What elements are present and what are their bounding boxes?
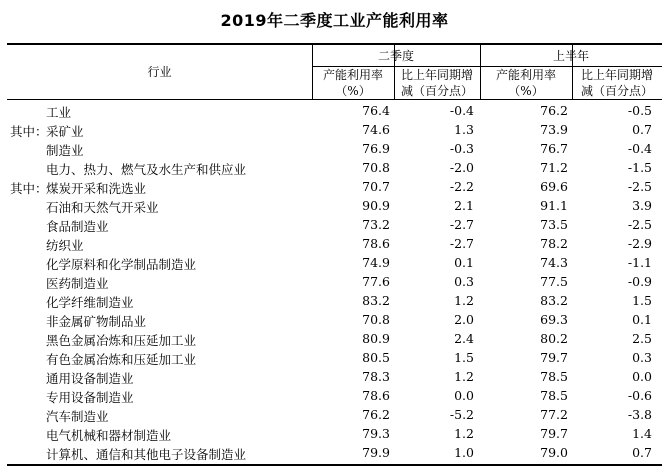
q2-rate-cell: 78.6 — [362, 388, 390, 403]
q2-change-cell: -0.4 — [449, 103, 474, 118]
industry-label — [10, 198, 159, 216]
h1-rate-cell: 79.7 — [540, 350, 568, 365]
industry-name: 工业 — [46, 105, 72, 120]
q2-rate-cell: 70.8 — [362, 160, 390, 175]
q2-change-cell: 1.0 — [454, 445, 474, 460]
q2-rate-cell: 70.8 — [362, 312, 390, 327]
industry-header: 行业 — [147, 65, 172, 79]
q2-rate-cell: 83.2 — [362, 293, 390, 308]
table-row — [0, 196, 669, 215]
industry-name: 通用设备制造业 — [46, 371, 134, 386]
q2-change-cell: 1.2 — [454, 426, 474, 441]
header-bottom-rule — [7, 99, 662, 100]
q2-change-cell: 1.3 — [454, 122, 474, 137]
h1-change-cell: -0.5 — [627, 103, 652, 118]
h1-change-cell: 0.1 — [632, 312, 652, 327]
q2-change-cell: 0.3 — [454, 274, 474, 289]
table-row — [0, 139, 669, 158]
industry-name: 采矿业 — [46, 124, 84, 139]
q2-rate-cell: 73.2 — [362, 217, 390, 232]
industry-label — [10, 293, 134, 311]
q2-rate-cell: 74.9 — [362, 255, 390, 270]
q2-change-cell: -0.3 — [449, 141, 474, 156]
table-row — [0, 405, 669, 424]
h1-change-cell: -1.5 — [627, 160, 652, 175]
h1-change-cell: -2.5 — [627, 179, 652, 194]
h1-rate-cell: 80.2 — [540, 331, 568, 346]
table-row — [0, 367, 669, 386]
industry-label — [10, 122, 84, 140]
q2-change-cell: 2.0 — [454, 312, 474, 327]
h1-rate-cell: 71.2 — [540, 160, 568, 175]
table-row — [0, 272, 669, 291]
h1-rate-cell: 76.7 — [540, 141, 568, 156]
h1-rate-cell: 74.3 — [540, 255, 568, 270]
h1-change-cell: 1.4 — [632, 426, 652, 441]
q2-change-cell: 1.2 — [454, 369, 474, 384]
industry-label — [10, 236, 84, 254]
industry-label — [10, 331, 196, 349]
q2-rate-cell: 80.9 — [362, 331, 390, 346]
h1-rate-cell: 79.0 — [540, 445, 568, 460]
q2-change-cell: 0.1 — [454, 255, 474, 270]
q2-group-header: 二季度 — [377, 49, 414, 63]
q2-rate-cell: 78.6 — [362, 236, 390, 251]
table-row — [0, 234, 669, 253]
h1-change-cell: -2.9 — [627, 236, 652, 251]
h1-rate-cell: 83.2 — [540, 293, 568, 308]
h1-rate-cell: 69.6 — [540, 179, 568, 194]
q2-change-cell: -2.0 — [449, 160, 474, 175]
h1-change-header: 比上年同期增 减（百分点） — [580, 68, 653, 98]
h1-rate-cell: 91.1 — [540, 198, 568, 213]
table-row — [0, 348, 669, 367]
industry-name: 电气机械和器材制造业 — [46, 428, 172, 443]
h1-change-cell: -1.1 — [627, 255, 652, 270]
h1-rate-cell: 79.7 — [540, 426, 568, 441]
industry-name: 化学纤维制造业 — [46, 295, 134, 310]
table-row — [0, 310, 669, 329]
table-top-rule — [7, 43, 662, 45]
table-row — [0, 424, 669, 443]
h1-rate-cell: 73.9 — [540, 122, 568, 137]
row-prefix: 其中： — [10, 181, 48, 196]
h1-change-cell: -0.4 — [627, 141, 652, 156]
table-row — [0, 253, 669, 272]
industry-label — [10, 141, 84, 159]
industry-name: 电力、热力、燃气及水生产和供应业 — [46, 162, 247, 177]
industry-name: 化学原料和化学制品制造业 — [46, 257, 197, 272]
q2-change-cell: -2.7 — [449, 236, 474, 251]
h1-rate-cell: 78.5 — [540, 388, 568, 403]
h1-change-cell: 3.9 — [632, 198, 652, 213]
h1-change-cell: 0.7 — [632, 122, 652, 137]
table-row — [0, 101, 669, 120]
q2-change-cell: 0.0 — [454, 388, 474, 403]
q2-rate-cell: 70.7 — [362, 179, 390, 194]
industry-name: 医药制造业 — [46, 276, 109, 291]
h1-group-header: 上半年 — [552, 49, 589, 63]
h1-rate-cell: 78.5 — [540, 369, 568, 384]
industry-label — [10, 369, 134, 387]
h1-rate-cell: 77.5 — [540, 274, 568, 289]
h1-rate-cell: 69.3 — [540, 312, 568, 327]
q2-rate-cell: 76.4 — [362, 103, 390, 118]
industry-label — [10, 274, 109, 292]
industry-name: 非金属矿物制品业 — [46, 314, 147, 329]
q2-change-cell: 1.5 — [454, 350, 474, 365]
h1-change-cell: 0.0 — [632, 369, 652, 384]
industry-label — [10, 312, 146, 330]
h1-rate-header: 产能利用率 （%） — [495, 68, 556, 98]
table-row — [0, 120, 669, 139]
table-row — [0, 443, 669, 462]
industry-name: 石油和天然气开采业 — [46, 200, 159, 215]
industry-label — [10, 217, 109, 235]
h1-change-cell: 0.7 — [632, 445, 652, 460]
q2-rate-cell: 76.2 — [362, 407, 390, 422]
h1-change-cell: -2.5 — [627, 217, 652, 232]
industry-name: 汽车制造业 — [46, 409, 109, 424]
industry-label — [10, 388, 134, 406]
table-row — [0, 215, 669, 234]
q2-change-cell: 2.1 — [454, 198, 474, 213]
table-row — [0, 386, 669, 405]
industry-name: 制造业 — [46, 143, 84, 158]
row-prefix: 其中： — [10, 124, 48, 139]
h1-rate-cell: 78.2 — [540, 236, 568, 251]
industry-name: 计算机、通信和其他电子设备制造业 — [46, 447, 247, 462]
table-row — [0, 291, 669, 310]
h1-rate-cell: 73.5 — [540, 217, 568, 232]
table-row — [0, 158, 669, 177]
table-row — [0, 329, 669, 348]
industry-name: 专用设备制造业 — [46, 390, 134, 405]
q2-change-cell: -2.7 — [449, 217, 474, 232]
q2-change-cell: 2.4 — [454, 331, 474, 346]
industry-label — [10, 255, 196, 273]
q2-rate-cell: 80.5 — [362, 350, 390, 365]
q2-rate-cell: 77.6 — [362, 274, 390, 289]
industry-label — [10, 160, 246, 178]
industry-name: 食品制造业 — [46, 219, 109, 234]
q2-change-cell: -2.2 — [449, 179, 474, 194]
industry-label — [10, 407, 109, 425]
industry-label — [10, 103, 71, 121]
h1-rate-cell: 76.2 — [540, 103, 568, 118]
q2-rate-cell: 90.9 — [362, 198, 390, 213]
q2-change-cell: 1.2 — [454, 293, 474, 308]
h1-change-cell: 0.3 — [632, 350, 652, 365]
q2-rate-cell: 76.9 — [362, 141, 390, 156]
q2-change-header: 比上年同期增 减（百分点） — [400, 68, 473, 98]
industry-name: 纺织业 — [46, 238, 84, 253]
q2-rate-cell: 79.3 — [362, 426, 390, 441]
q2-rate-cell: 79.9 — [362, 445, 390, 460]
industry-label — [10, 350, 196, 368]
h1-change-cell: -0.9 — [627, 274, 652, 289]
h1-change-cell: 1.5 — [632, 293, 652, 308]
industry-label — [10, 179, 146, 197]
industry-name: 黑色金属冶炼和压延加工业 — [46, 333, 197, 348]
q2-rate-cell: 78.3 — [362, 369, 390, 384]
h1-change-cell: -0.6 — [627, 388, 652, 403]
q2-rate-header: 产能利用率 （%） — [322, 68, 383, 98]
document-title: 2019年二季度工业产能利用率 — [220, 11, 449, 30]
h1-change-cell: 2.5 — [632, 331, 652, 346]
table-bottom-rule — [7, 464, 662, 466]
industry-label — [10, 445, 246, 463]
table-row — [0, 177, 669, 196]
h1-change-cell: -3.8 — [627, 407, 652, 422]
industry-label — [10, 426, 171, 444]
industry-name: 煤炭开采和洗选业 — [46, 181, 147, 196]
q2-change-cell: -5.2 — [449, 407, 474, 422]
h1-rate-cell: 77.2 — [540, 407, 568, 422]
industry-name: 有色金属冶炼和压延加工业 — [46, 352, 197, 367]
q2-rate-cell: 74.6 — [362, 122, 390, 137]
